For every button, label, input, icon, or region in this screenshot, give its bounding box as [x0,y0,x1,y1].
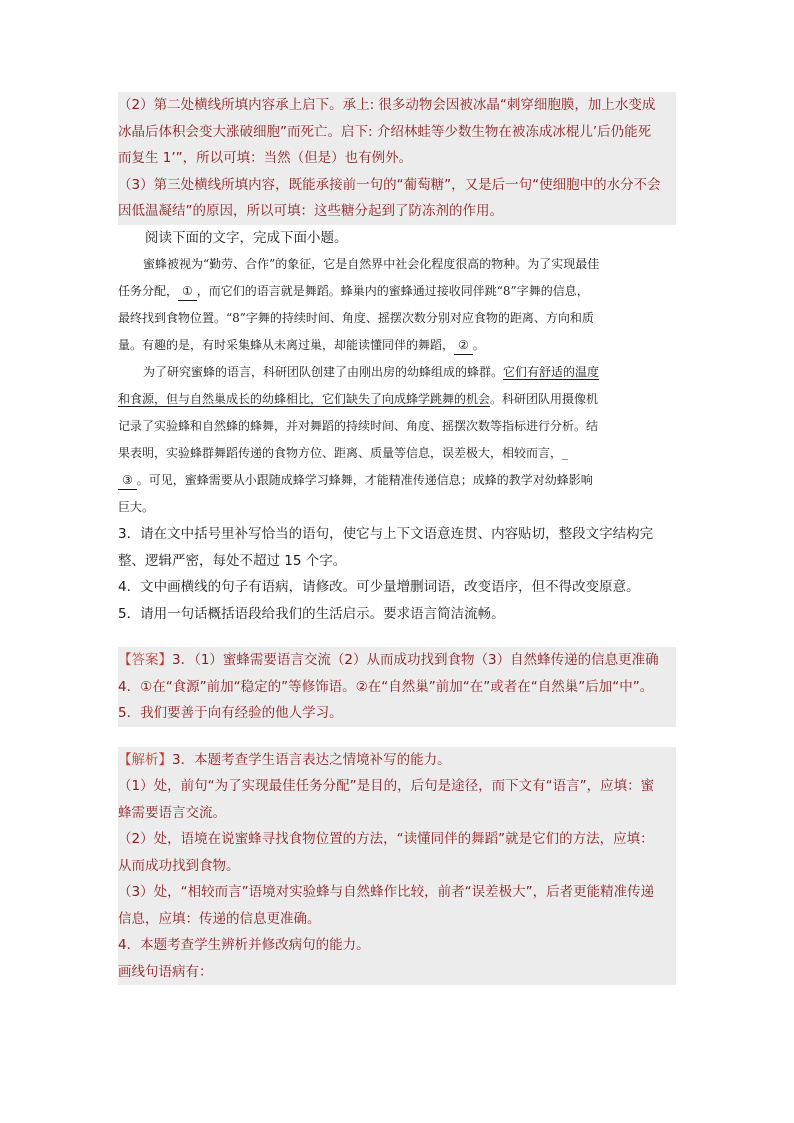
analysis-line: 蜂需要语言交流。 [118,804,226,821]
analysis-line: 4．本题考查学生辨析并修改病句的能力。 [118,937,370,953]
passage-text: 为了研究蜜蜂的语言，科研团队创建了由刚出房的幼蜂组成的蜂群。 [143,365,504,379]
passage-text: 果表明，实验蜂群舞蹈传递的食物方位、距离、质量等信息，误差极大，相较而言， [118,446,563,460]
answer-text: 3．（1）蜜蜂需要语言交流（2）从而成功找到食物（3）自然蜂传递的信息更准确 [172,652,659,668]
answer-line: 4．①在“食源”前加“稳定的”等修饰语。②在“自然巢”前加“在”或者在“自然巢”后加“中”。 [118,678,654,695]
text-line: 冰晶后体积会变大涨破细胞”而死亡。启下: 介绍林蛙等少数生物在被冻成冰棍儿’后仍能死 [118,123,652,140]
question-3: 3．请在文中括号里补写恰当的语句，使它与上下文语意连贯、内容贴切，整段文字结构完 [118,526,654,542]
questions [118,521,676,627]
blank-2: ② [454,336,473,355]
passage-text: _ [562,446,569,460]
blank-1: ① [178,282,197,301]
document-body [118,92,676,985]
text-line: （2）第二处横线所填内容承上启下。承上: 很多动物会因被冰晶“刺穿细胞膜，加上水变成 [118,97,656,113]
analysis-line: 信息，应填：传递的信息更准确。 [118,910,321,927]
passage-text: 。科研团队用摄像机 [490,392,599,406]
spacer [118,627,676,647]
text-line: 而复生 1’”，所以可填：当然（但是）也有例外。 [118,150,413,166]
reading-passage [118,251,676,521]
passage-line: 巨大。 [118,500,155,514]
text-line: （3）第三处横线所填内容，既能承接前一句的“葡萄糖”，又是后一句“使细胞中的水分不会 [118,176,661,193]
passage-text: 。可见，蜜蜂需要从小跟随成蜂学习蜂舞，才能精准传递信息；成蜂的教学对幼蜂影响 [136,473,593,487]
passage-line: 记录了实验蜂和自然蜂的蜂舞，并对舞蹈的持续时间、角度、摇摆次数等指标进行分析。结 [118,419,599,433]
question-3-cont: 整、逻辑严密，每处不超过 15 个字。 [118,552,347,569]
answer-tag: 【答案】 [118,652,172,668]
underlined-sentence: 和食源，但与自然巢成长的幼蜂相比，它们缺失了向成蜂学跳舞的机会 [118,392,491,406]
passage-line [118,467,676,494]
answer-line: 5．我们要善于向有经验的他人学习。 [118,705,343,721]
answer-section [118,647,676,727]
analysis-line: （1）处，前句“为了实现最佳任务分配”是目的，后句是途径，而下文有“语言”，应填：蜜 [118,778,655,794]
analysis-line: （3）处，“相较而言”语境对实验蜂与自然蜂作比较，前者“误差极大”，后者更能精准传递 [118,884,655,900]
question-4: 4．文中画横线的句子有语病，请修改。可少量增删词语，改变语序，但不得改变原意。 [118,579,640,595]
passage-line [118,359,676,386]
analysis-line: （2）处，语境在说蜜蜂寻找食物位置的方法，“读懂同伴的舞蹈”就是它们的方法，应填： [118,831,654,847]
previous-explanation [118,92,676,225]
passage-line [118,440,676,467]
passage-text: ，而它们的语言就是舞蹈。蜂巢内的蜜蜂通过接收同伴跳“8”字舞的信息， [196,284,589,298]
passage-text: 。 [472,338,485,352]
passage-line: 蜜蜂被视为“勤劳、合作”的象征，它是自然界中社会化程度很高的物种。为了实现最佳 [143,257,600,271]
passage-line [118,278,676,305]
passage-line: 最终找到食物位置。“8”字舞的持续时间、角度、摇摆次数分别对应食物的距离、方向和质 [118,311,594,325]
passage-line [118,332,676,359]
text-line: 因低温凝结”的原因，所以可填：这些糖分起到了防冻剂的作用。 [118,203,503,219]
passage-text: 量。有趣的是，有时采集蜂从未离过巢，却能读懂同伴的舞蹈， [118,338,455,352]
analysis-tag: 【解析】 [118,751,172,768]
underlined-sentence: 它们有舒适的温度 [503,365,600,379]
spacer [118,727,676,747]
answer-line [118,647,676,674]
analysis-line: 从而成功找到食物。 [118,857,240,874]
analysis-line: 画线句语病有： [118,963,213,980]
analysis-section [118,747,676,986]
blank-3: ③ [118,471,137,490]
passage-text: 任务分配， [118,284,179,298]
passage-line [118,386,676,413]
analysis-line [118,747,676,774]
question-5: 5．请用一句话概括语段给我们的生活启示。要求语言简洁流畅。 [118,605,505,622]
reading-instruction: 阅读下面的文字，完成下面小题。 [145,229,348,246]
analysis-text: 3．本题考查学生语言表达之情境补写的能力。 [172,751,451,768]
